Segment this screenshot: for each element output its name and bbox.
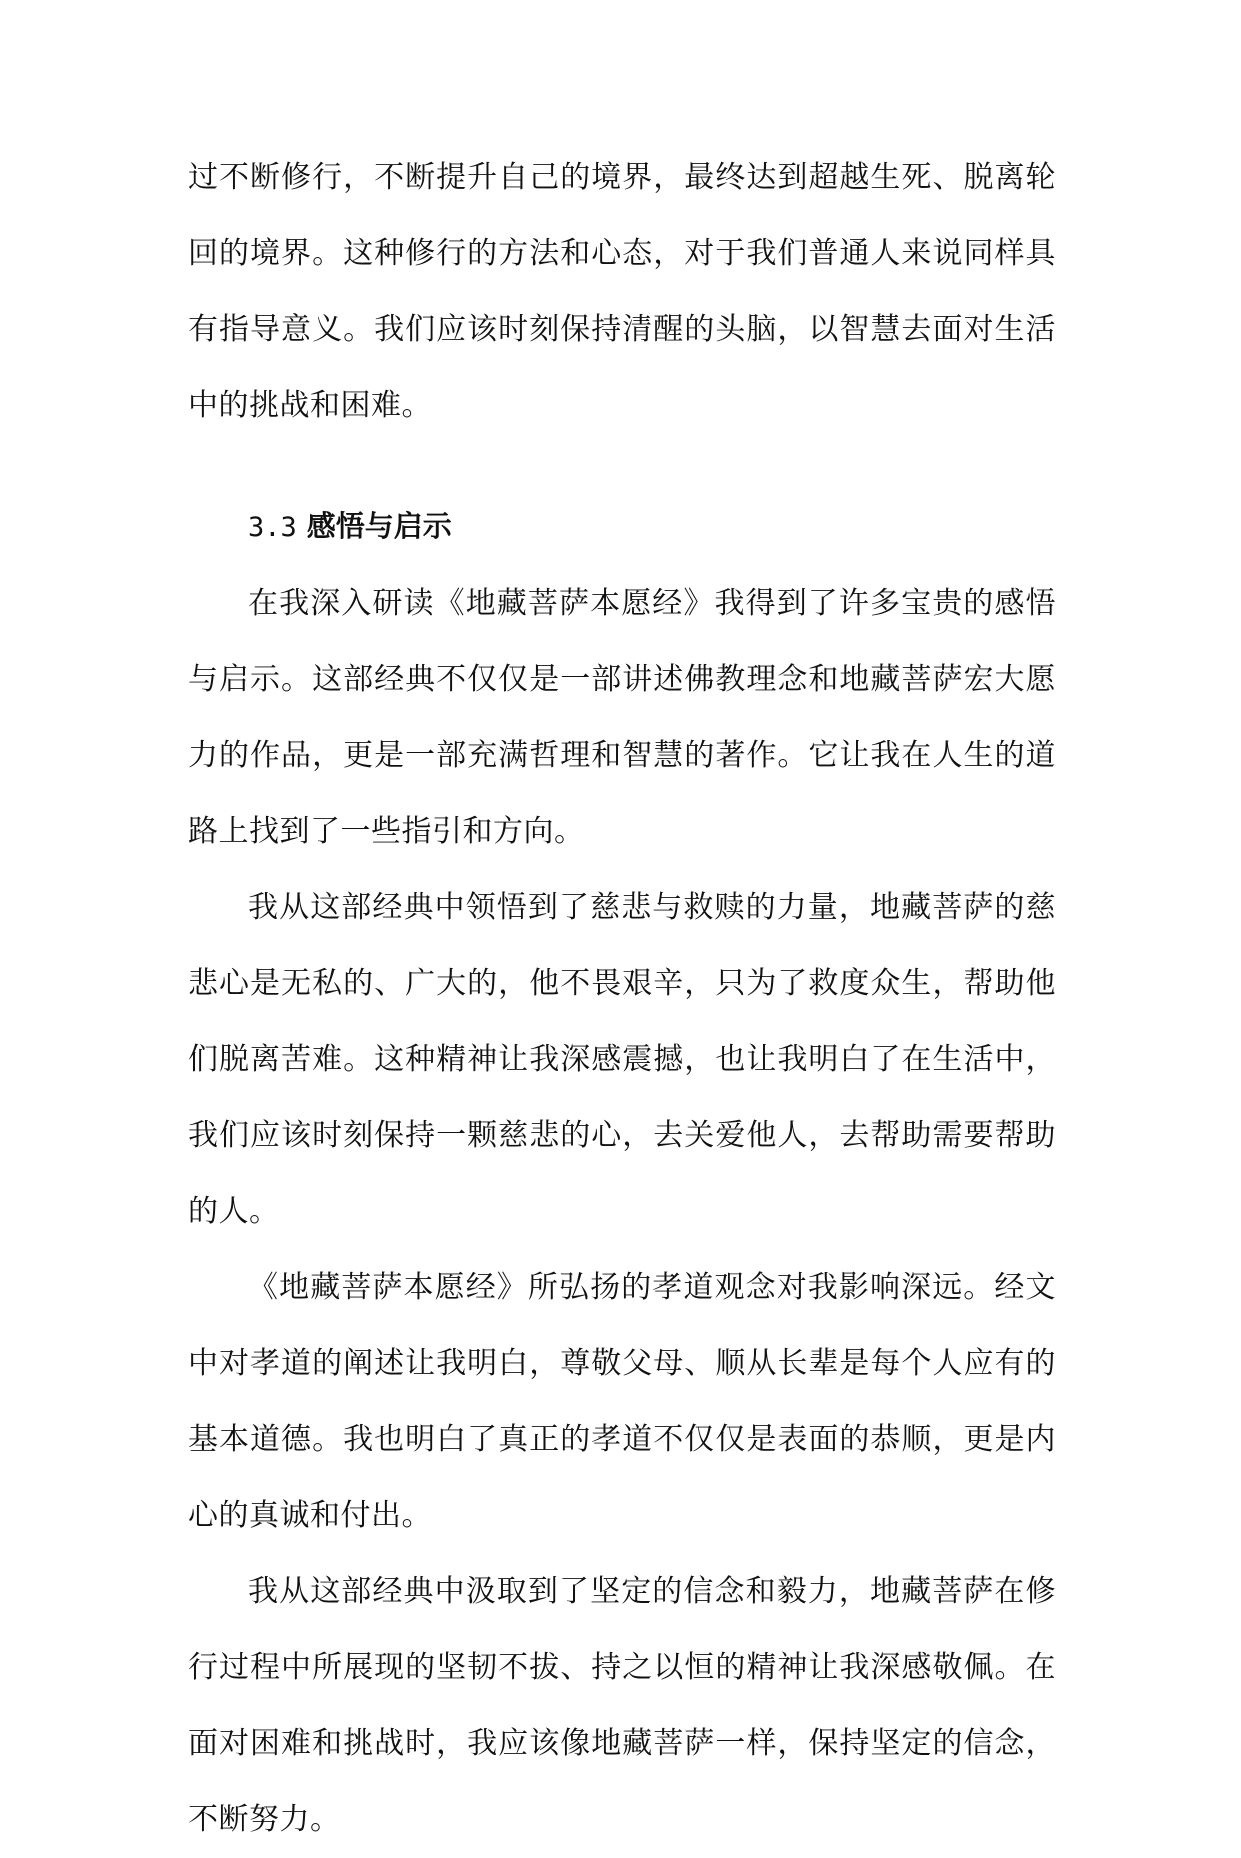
section-heading (188, 488, 1056, 566)
section-title: 感悟与启示 (306, 509, 452, 543)
document-page (188, 140, 1056, 1858)
section-number: 3.3 (248, 512, 297, 543)
continuation-paragraph: 过不断修行，不断提升自己的境界，最终达到超越生死、脱离轮回的境界。这种修行的方法和心态，对于我们普通人来说同样具有指导意义。我们应该时刻保持清醒的头脑，以智慧去面对生活中的挑战和困难。 (188, 160, 1056, 423)
body-paragraph: 在我深入研读《地藏菩萨本愿经》我得到了许多宝贵的感悟与启示。这部经典不仅仅是一部讲述佛教理念和地藏菩萨宏大愿力的作品，更是一部充满哲理和智慧的著作。它让我在人生的道路上找到了一些指引和方向。 (188, 586, 1056, 849)
body-paragraph: 《地藏菩萨本愿经》所弘扬的孝道观念对我影响深远。经文中对孝道的阐述让我明白，尊敬父母、顺从长辈是每个人应有的基本道德。我也明白了真正的孝道不仅仅是表面的恭顺，更是内心的真诚和付出。 (188, 1270, 1056, 1533)
body-paragraph: 我从这部经典中领悟到了慈悲与救赎的力量，地藏菩萨的慈悲心是无私的、广大的，他不畏艰辛，只为了救度众生，帮助他们脱离苦难。这种精神让我深感震撼，也让我明白了在生活中，我们应该时刻保持一颗慈悲的心，去关爱他人，去帮助需要帮助的人。 (188, 890, 1056, 1229)
body-paragraph: 我从这部经典中汲取到了坚定的信念和毅力，地藏菩萨在修行过程中所展现的坚韧不拔、持之以恒的精神让我深感敬佩。在面对困难和挑战时，我应该像地藏菩萨一样，保持坚定的信念，不断努力。 (188, 1574, 1056, 1837)
